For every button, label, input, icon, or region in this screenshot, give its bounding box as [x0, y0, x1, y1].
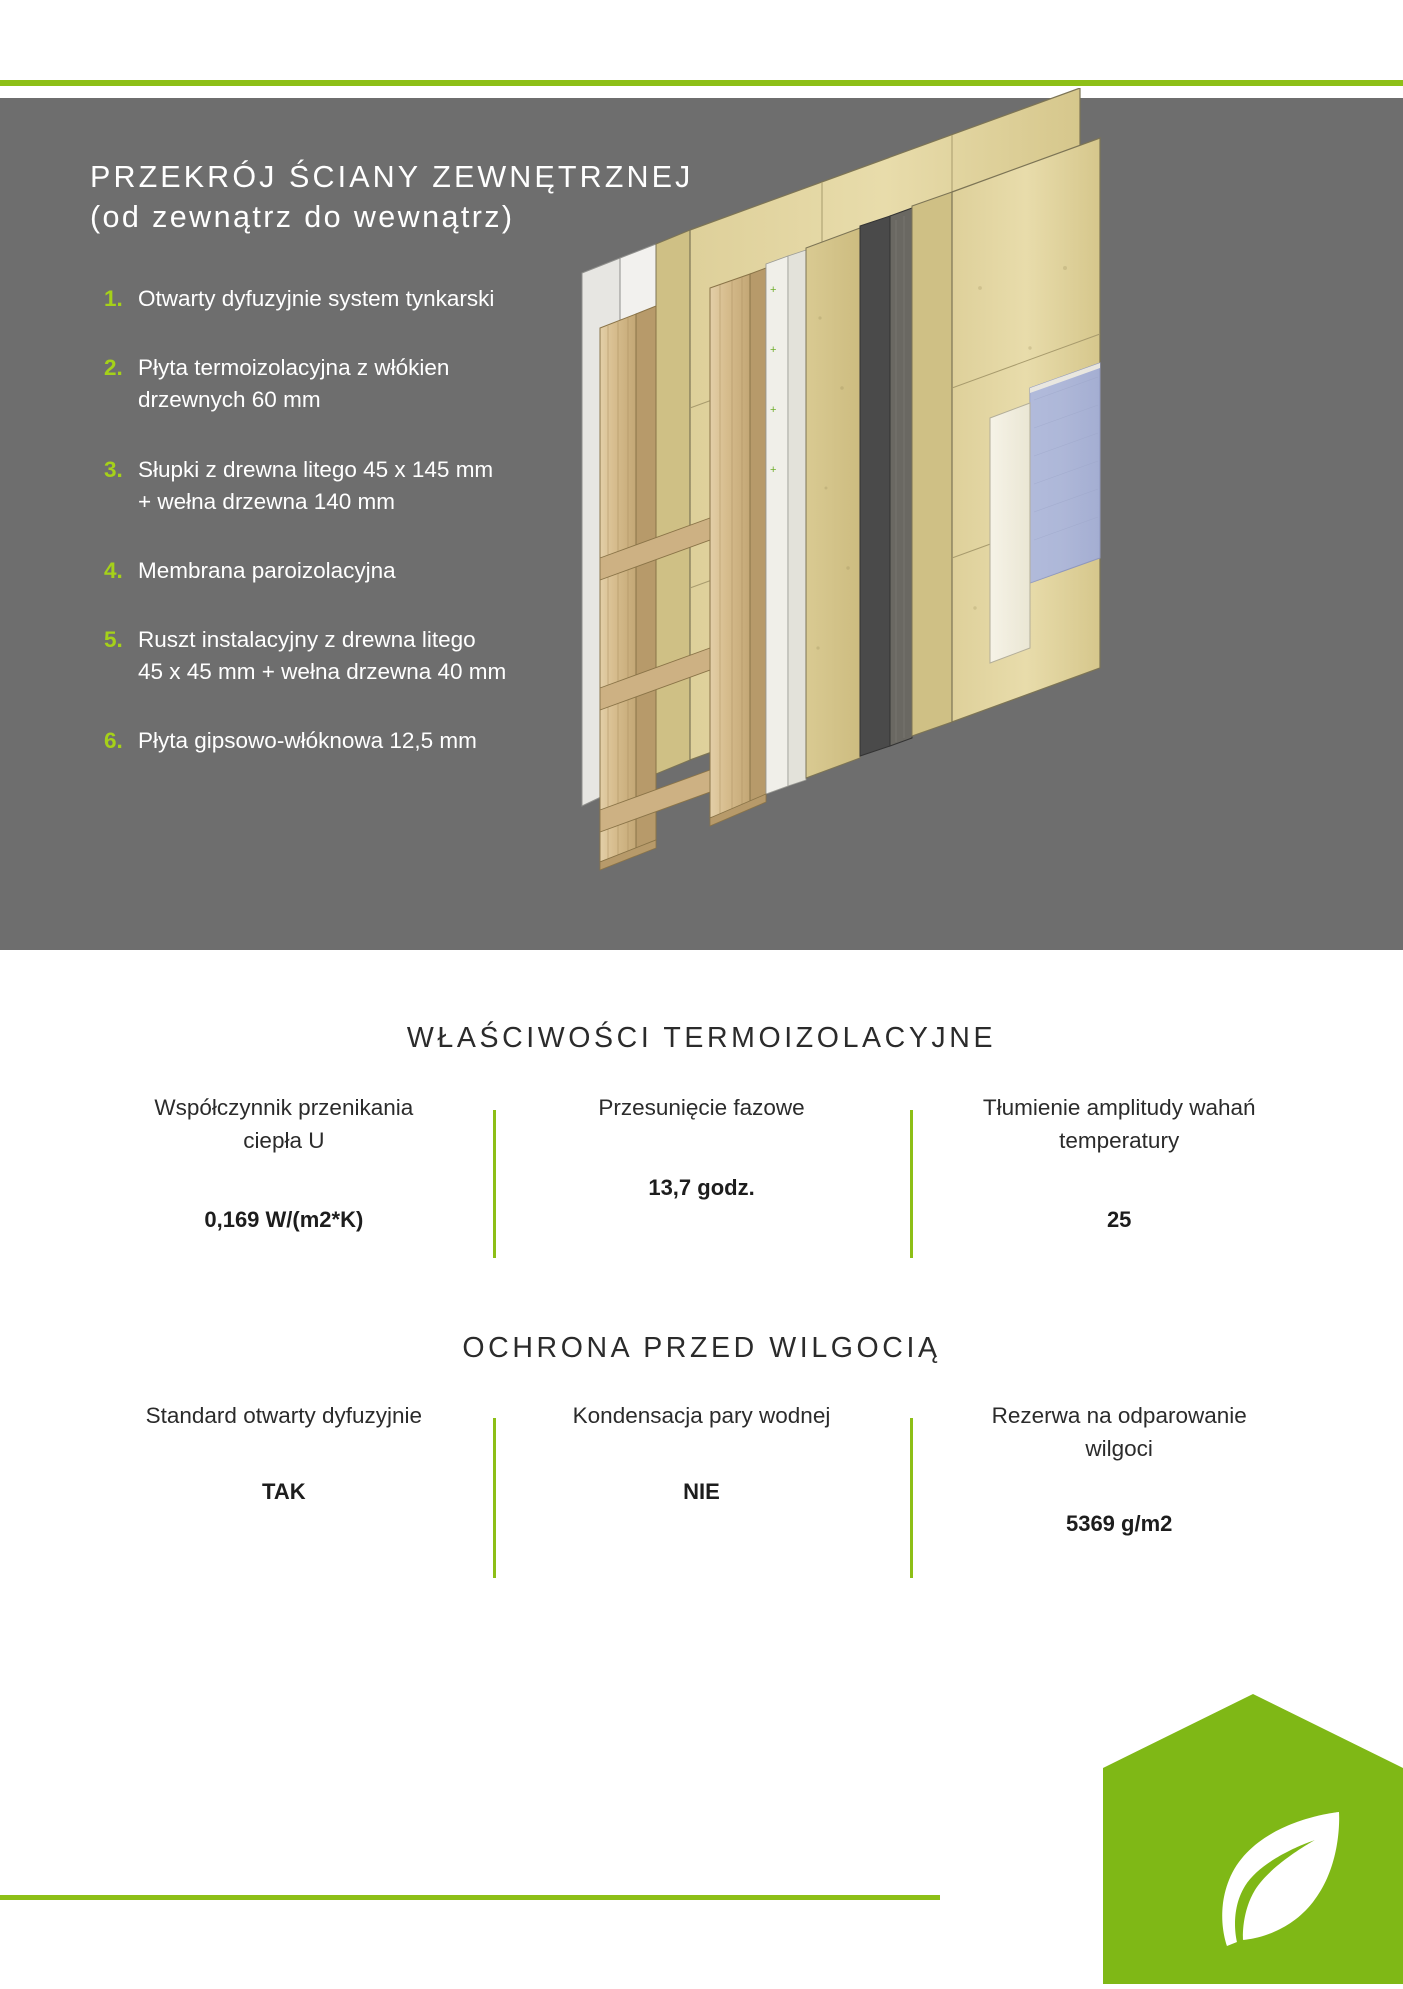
section-title-moisture: OCHRONA PRZED WILGOCIĄ	[462, 1332, 941, 1364]
list-item-number: 1.	[104, 286, 123, 311]
spec-cell-u-value	[75, 1092, 493, 1267]
list-item-line1: Słupki z drewna litego 45 x 145 mm	[138, 456, 494, 482]
list-item-label	[138, 558, 396, 583]
spec-cell-open-diffusion	[75, 1400, 493, 1575]
spec-cell-amplitude-damping	[910, 1092, 1328, 1267]
bottom-accent-rule	[0, 1895, 940, 1900]
list-item-number: 5.	[104, 627, 123, 653]
spec-label	[928, 1092, 1310, 1157]
spec-value: 0,169 W/(m2*K)	[204, 1207, 364, 1233]
spec-label-line1: Kondensacja pary wodnej	[572, 1403, 831, 1428]
spec-value: 25	[1106, 1207, 1132, 1233]
spec-label	[511, 1400, 893, 1433]
spec-label-line2: wilgoci	[1085, 1435, 1153, 1461]
spec-cell-condensation	[493, 1400, 911, 1575]
svg-text:+: +	[770, 404, 777, 416]
list-item-number: 3.	[104, 456, 123, 482]
list-item-number: 4.	[104, 557, 123, 583]
spec-label	[511, 1092, 893, 1125]
spec-label-line1: Tłumienie amplitudy wahań	[982, 1095, 1256, 1120]
spec-label	[93, 1400, 475, 1433]
list-item-line1: Otwarty dyfuzyjnie system tynkarski	[138, 286, 495, 311]
page-title-line1: PRZEKRÓJ ŚCIANY ZEWNĘTRZNEJ	[90, 160, 694, 194]
section-title-thermal: WŁAŚCIWOŚCI TERMOIZOLACYJNE	[406, 1022, 997, 1054]
list-item-line2: 45 x 45 mm + wełna drzewna 40 mm	[138, 659, 507, 685]
svg-text:+: +	[770, 284, 777, 296]
thermal-properties-grid	[75, 1092, 1328, 1267]
list-item-line1: Płyta gipsowo-włóknowa 12,5 mm	[138, 728, 477, 754]
spec-label-line1: Standard otwarty dyfuzyjnie	[145, 1403, 423, 1428]
spec-value: TAK	[262, 1478, 306, 1504]
list-item-number: 6.	[104, 728, 123, 754]
spec-label-line1: Rezerwa na odparowanie	[991, 1403, 1247, 1428]
svg-text:+: +	[770, 344, 777, 356]
svg-text:+: +	[770, 464, 777, 476]
list-item-label	[138, 286, 494, 311]
spec-value: 13,7 godz.	[648, 1174, 755, 1200]
spec-label-line2: temperatury	[1059, 1127, 1180, 1153]
spec-cell-phase-shift	[493, 1092, 911, 1267]
spec-value: 5369 g/m2	[1065, 1511, 1173, 1537]
list-item-number: 2.	[104, 355, 123, 381]
list-item-line2: drzewnych 60 mm	[138, 387, 321, 413]
spec-value: NIE	[683, 1478, 720, 1504]
list-item-line1: Ruszt instalacyjny z drewna litego	[138, 627, 476, 653]
list-item-line2: + wełna drzewna 140 mm	[138, 488, 396, 514]
top-accent-rule	[0, 80, 1403, 86]
leaf-pentagon-logo	[1103, 1694, 1403, 1984]
spec-label-line1: Przesunięcie fazowe	[598, 1095, 805, 1120]
page-title-line2: (od zewnątrz do wewnątrz)	[90, 200, 515, 235]
spec-cell-evaporation-reserve	[910, 1400, 1328, 1575]
list-item-line1: Membrana paroizolacyjna	[138, 557, 396, 583]
list-item-label	[138, 728, 477, 753]
hero-section	[0, 98, 1403, 950]
wall-cross-section-illustration	[560, 88, 1120, 878]
moisture-properties-grid	[75, 1400, 1328, 1575]
spec-label	[928, 1400, 1310, 1465]
list-item-line1: Płyta termoizolacyjna z włókien	[138, 355, 450, 381]
spec-label-line1: Współczynnik przenikania	[154, 1095, 414, 1120]
spec-label-line2: ciepła U	[243, 1127, 325, 1153]
spec-label	[93, 1092, 475, 1157]
